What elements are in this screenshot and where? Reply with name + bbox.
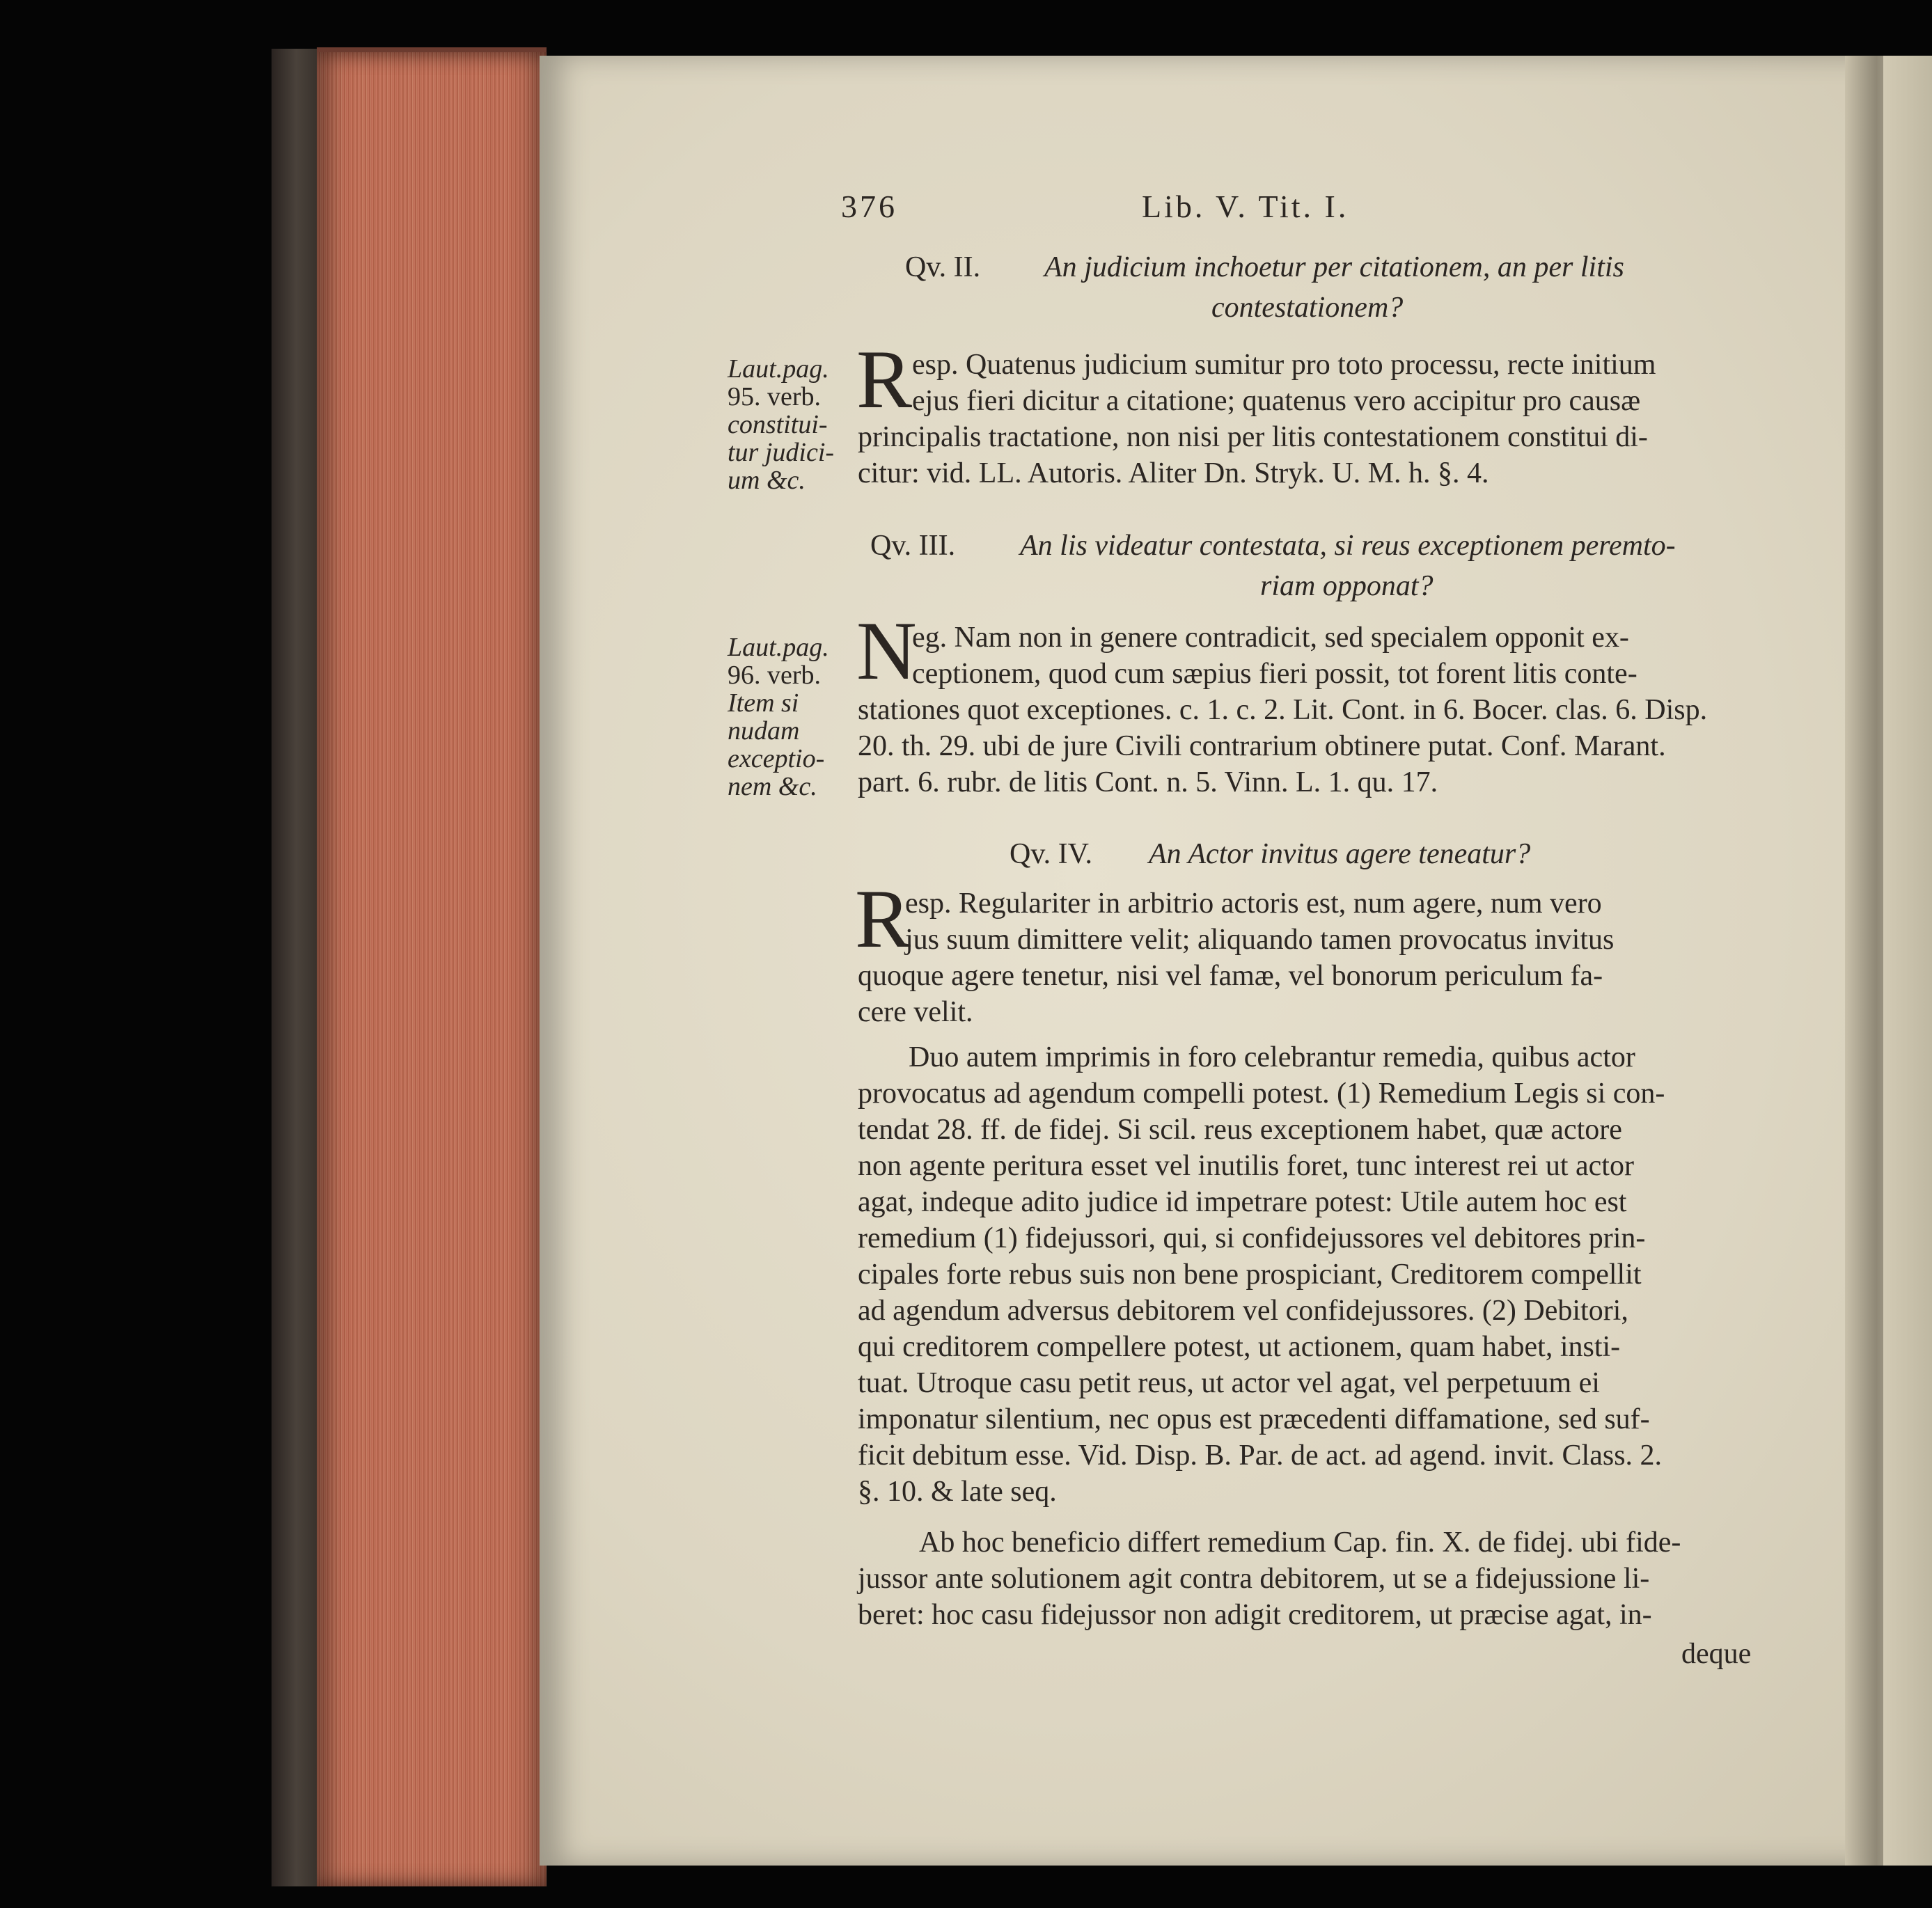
paragraph-line: provocatus ad agendum compelli potest. (1) Remedium Legis si con-: [858, 1078, 1665, 1110]
margin-note: Laut.pag. 95. verb. constitui- tur judici- um &c.: [728, 354, 835, 495]
question-label: Qv. IV.: [1010, 838, 1093, 870]
paragraph-line: tendat 28. ff. de fidej. Si scil. reus exceptionem habet, quæ actore: [858, 1114, 1622, 1146]
paragraph-line: agat, indeque adito judice id impetrare potest: Utile autem hoc est: [858, 1186, 1627, 1218]
paragraph-line: quoque agere tenetur, nisi vel famæ, vel bonorum periculum fa-: [858, 960, 1603, 992]
paragraph-line: ficit debitum esse. Vid. Disp. B. Par. de act. ad agend. invit. Class. 2.: [858, 1440, 1663, 1472]
paragraph-line: ejus fieri dicitur a citatione; quatenus vero accipitur pro causæ: [912, 385, 1641, 417]
drop-cap: N: [856, 604, 917, 697]
paragraph-line: Ab hoc beneficio differt remedium Cap. fin. X. de fidej. ubi fide-: [919, 1527, 1681, 1559]
question-label: Qv. III.: [870, 530, 956, 562]
running-head: Lib. V. Tit. I.: [1142, 189, 1349, 224]
paragraph-line: ad agendum adversus debitorem vel confidejussores. (2) Debitori,: [858, 1295, 1628, 1327]
question-title: An Actor invitus agere teneatur?: [1149, 838, 1531, 870]
page-number: 376: [841, 189, 897, 224]
drop-cap: R: [855, 872, 911, 965]
question-title: contestationem?: [1211, 292, 1404, 324]
question-title: riam opponat?: [1260, 570, 1434, 602]
paragraph-line: jussor ante solutionem agit contra debitorem, ut se a fidejussione li-: [858, 1563, 1650, 1595]
paragraph-line: 20. th. 29. ubi de jure Civili contrarium obtinere putat. Conf. Marant.: [858, 730, 1666, 762]
question-label: Qv. II.: [905, 251, 981, 283]
facing-page-edge: [1883, 56, 1932, 1866]
paragraph-line: non agente peritura esset vel inutilis foret, tunc interest rei ut actor: [858, 1150, 1634, 1182]
paragraph-line: stationes quot exceptiones. c. 1. c. 2. Lit. Cont. in 6. Bocer. clas. 6. Disp.: [858, 694, 1708, 726]
paragraph-line: tuat. Utroque casu petit reus, ut actor vel agat, vel perpetuum ei: [858, 1367, 1600, 1399]
paragraph-line: ceptionem, quod cum sæpius fieri possit, tot forent litis conte-: [912, 658, 1638, 690]
question-title: An judicium inchoetur per citationem, an per litis: [1044, 251, 1624, 283]
paragraph-line: beret: hoc casu fidejussor non adigit creditorem, ut præcise agat, in-: [858, 1599, 1652, 1631]
paragraph-line: imponatur silentium, nec opus est præcedenti diffamatione, sed suf-: [858, 1403, 1650, 1435]
paragraph-line: esp. Quatenus judicium sumitur pro toto processu, recte initium: [912, 349, 1656, 381]
catchword: deque: [1681, 1638, 1752, 1670]
paragraph-line: remedium (1) fidejussori, qui, si confidejussores vel debitores prin-: [858, 1222, 1646, 1254]
drop-cap: R: [856, 333, 913, 425]
margin-note: Laut.pag. 96. verb. Item si nudam exceptio- nem &c.: [728, 633, 829, 801]
paragraph-line: eg. Nam non in genere contradicit, sed specialem opponit ex-: [912, 622, 1629, 654]
question-title: An lis videatur contestata, si reus exceptionem peremto-: [1020, 530, 1676, 562]
paragraph-line: qui creditorem compellere potest, ut actionem, quam habet, insti-: [858, 1331, 1621, 1363]
paragraph-line: principalis tractatione, non nisi per litis contestationem constitui di-: [858, 421, 1648, 453]
paragraph-line: §. 10. & late seq.: [858, 1476, 1057, 1508]
paragraph-line: jus suum dimittere velit; aliquando tamen provocatus invitus: [905, 924, 1615, 956]
paragraph-line: cere velit.: [858, 996, 973, 1028]
paragraph-line: citur: vid. LL. Autoris. Aliter Dn. Stryk. U. M. h. §. 4.: [858, 457, 1489, 489]
paragraph-line: part. 6. rubr. de litis Cont. n. 5. Vinn. L. 1. qu. 17.: [858, 766, 1438, 798]
paragraph-line: cipales forte rebus suis non bene prospiciant, Creditorem compellit: [858, 1259, 1642, 1291]
paragraph-line: esp. Regulariter in arbitrio actoris est, num agere, num vero: [905, 888, 1602, 920]
paragraph-line: Duo autem imprimis in foro celebrantur remedia, quibus actor: [909, 1041, 1635, 1073]
page-edges: [317, 52, 547, 1886]
